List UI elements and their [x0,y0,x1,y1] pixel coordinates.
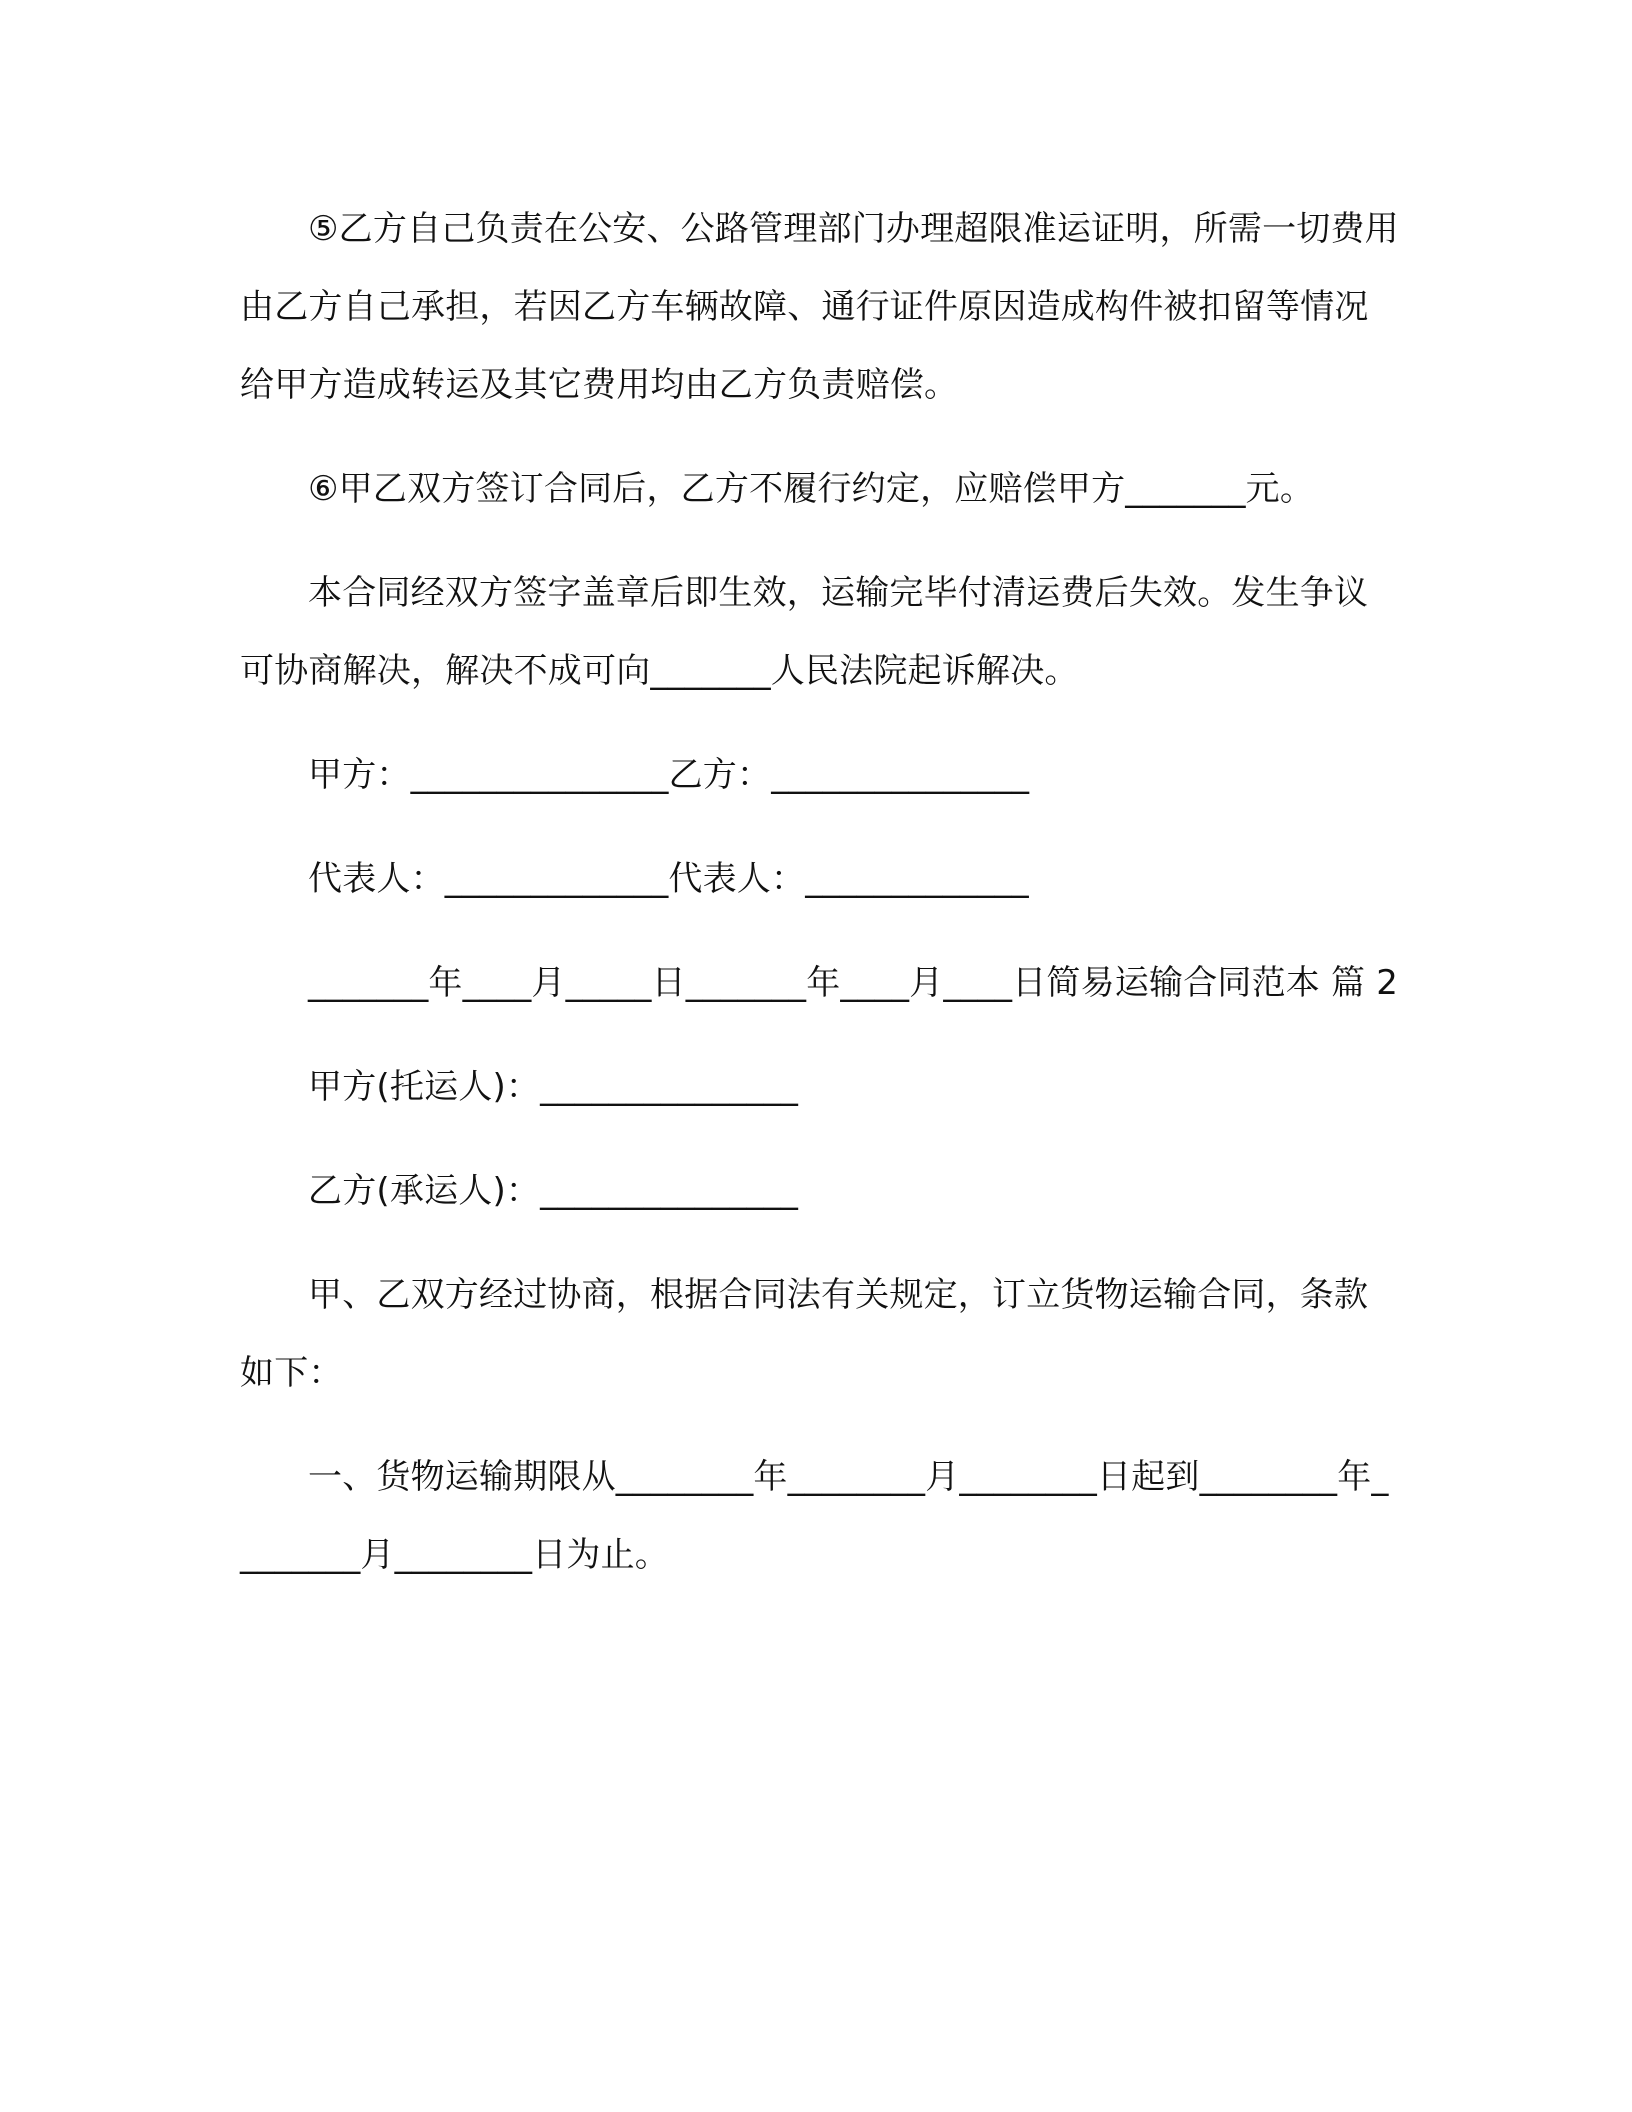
paragraph-agreement-intro: 甲、乙双方经过协商，根据合同法有关规定，订立货物运输合同，条款如下： [240,1275,1369,1393]
paragraph-clause-5: ⑤乙方自己负责在公安、公路管理部门办理超限准运证明，所需一切费用由乙方自己承担，若因乙方车辆故障、通行证件原因造成构件被扣留等情况给甲方造成转运及其它费用均由乙方负责赔偿。 [240,209,1399,405]
document-body [240,190,1400,1620]
paragraph-effective-dispute: 本合同经双方签字盖章后即生效，运输完毕付清运费后失效。发生争议可协商解决，解决不成可向_______人民法院起诉解决。 [240,573,1369,691]
date-line-and-section-title: _______年____月_____日_______年____月____日简易运输合同范本 篇 2 [308,963,1399,1003]
paragraph-transport-period: 一、货物运输期限从________年________月________日起到________年________月________日为止。 [240,1457,1389,1575]
signature-line-parties: 甲方：_______________乙方：_______________ [308,755,1030,795]
signature-line-representatives: 代表人：_____________代表人：_____________ [308,859,1029,899]
paragraph-clause-6: ⑥甲乙双方签订合同后，乙方不履行约定，应赔偿甲方_______元。 [308,469,1315,509]
party-b-carrier-line: 乙方(承运人)：_______________ [308,1171,799,1211]
party-a-shipper-line: 甲方(托运人)：_______________ [308,1067,799,1107]
